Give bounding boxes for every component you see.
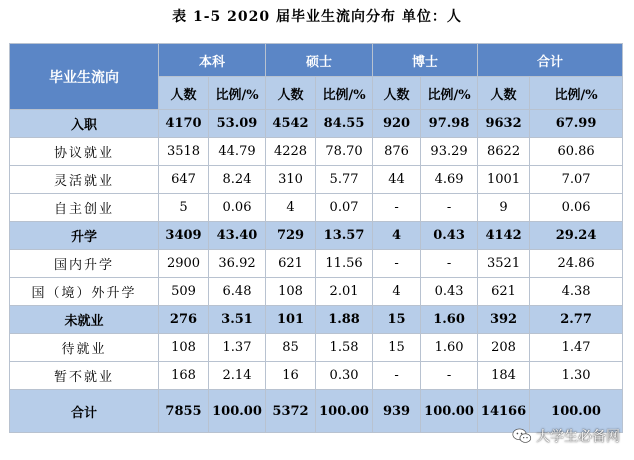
ratio-cell: 0.30 [316,362,373,390]
count-cell: - [373,362,421,390]
corner-header: 毕业生流向 [10,44,159,110]
subcategory-row [10,194,623,222]
total-cell: 14166 [478,390,530,433]
ratio-cell: 84.55 [316,110,373,138]
ratio-cell: 93.29 [421,138,478,166]
table-caption: 表 1-5 2020 届毕业生流向分布 单位：人 [172,9,462,25]
sub-header-count: 人数 [373,77,421,110]
subcategory-row [10,334,623,362]
sub-header-ratio: 比例/% [316,77,373,110]
count-cell: 4142 [478,222,530,250]
count-cell: 208 [478,334,530,362]
total-cell: 939 [373,390,421,433]
count-cell: 4170 [159,110,209,138]
ratio-cell: 44.79 [209,138,266,166]
category-row [10,110,623,138]
count-cell: - [373,250,421,278]
count-cell: 3409 [159,222,209,250]
count-cell: 9 [478,194,530,222]
sub-header-ratio: 比例/% [209,77,266,110]
row-label: 升学 [10,222,159,250]
count-cell: 276 [159,306,209,334]
group-header-row [10,44,623,77]
total-cell: 100.00 [421,390,478,433]
ratio-cell: 1.58 [316,334,373,362]
ratio-cell: 97.98 [421,110,478,138]
count-cell: 184 [478,362,530,390]
graduate-destination-table [9,43,623,433]
category-row [10,306,623,334]
row-label: 入职 [10,110,159,138]
subcategory-row [10,250,623,278]
total-cell: 5372 [266,390,316,433]
count-cell: 16 [266,362,316,390]
ratio-cell: 1.60 [421,306,478,334]
total-label: 合计 [10,390,159,433]
total-cell: 100.00 [530,390,623,433]
sub-header-ratio: 比例/% [530,77,623,110]
count-cell: 729 [266,222,316,250]
ratio-cell: 0.07 [316,194,373,222]
sub-header-count: 人数 [478,77,530,110]
row-label: 待就业 [10,334,159,362]
count-cell: 4542 [266,110,316,138]
sub-header-count: 人数 [266,77,316,110]
ratio-cell: - [421,362,478,390]
count-cell: 108 [159,334,209,362]
ratio-cell: - [421,194,478,222]
ratio-cell: 0.06 [209,194,266,222]
count-cell: 876 [373,138,421,166]
count-cell: 621 [478,278,530,306]
count-cell: 310 [266,166,316,194]
count-cell: 5 [159,194,209,222]
ratio-cell: 5.77 [316,166,373,194]
count-cell: 4 [373,222,421,250]
ratio-cell: 2.14 [209,362,266,390]
ratio-cell: 24.86 [530,250,623,278]
watermark-text: 大学生必备网 [536,429,620,445]
total-cell: 7855 [159,390,209,433]
row-label: 暂不就业 [10,362,159,390]
ratio-cell: 11.56 [316,250,373,278]
ratio-cell: 2.01 [316,278,373,306]
row-label: 协议就业 [10,138,159,166]
ratio-cell: 1.60 [421,334,478,362]
ratio-cell: 78.70 [316,138,373,166]
total-cell: 100.00 [209,390,266,433]
group-header-bachelor: 本科 [159,44,266,77]
count-cell: 8622 [478,138,530,166]
count-cell: 15 [373,306,421,334]
count-cell: 621 [266,250,316,278]
count-cell: 3518 [159,138,209,166]
count-cell: 509 [159,278,209,306]
ratio-cell: 1.88 [316,306,373,334]
row-label: 灵活就业 [10,166,159,194]
count-cell: 101 [266,306,316,334]
ratio-cell: 67.99 [530,110,623,138]
table-body [10,110,623,390]
count-cell: 44 [373,166,421,194]
count-cell: 85 [266,334,316,362]
count-cell: 920 [373,110,421,138]
row-label: 自主创业 [10,194,159,222]
ratio-cell: 3.51 [209,306,266,334]
count-cell: 3521 [478,250,530,278]
count-cell: 4 [373,278,421,306]
subcategory-row [10,278,623,306]
ratio-cell: 36.92 [209,250,266,278]
ratio-cell: 2.77 [530,306,623,334]
ratio-cell: 13.57 [316,222,373,250]
subcategory-row [10,362,623,390]
count-cell: 9632 [478,110,530,138]
ratio-cell: 53.09 [209,110,266,138]
count-cell: 15 [373,334,421,362]
watermark [512,426,620,446]
ratio-cell: 6.48 [209,278,266,306]
ratio-cell: 8.24 [209,166,266,194]
row-label: 未就业 [10,306,159,334]
row-label: 国内升学 [10,250,159,278]
ratio-cell: 1.37 [209,334,266,362]
row-label: 国（境）外升学 [10,278,159,306]
ratio-cell: 4.69 [421,166,478,194]
count-cell: 4228 [266,138,316,166]
ratio-cell: 0.43 [421,222,478,250]
count-cell: 392 [478,306,530,334]
count-cell: 1001 [478,166,530,194]
count-cell: 108 [266,278,316,306]
total-cell: 100.00 [316,390,373,433]
group-header-doctor: 博士 [373,44,478,77]
wechat-icon [512,427,532,445]
ratio-cell: 43.40 [209,222,266,250]
count-cell: 647 [159,166,209,194]
category-row [10,222,623,250]
ratio-cell: 0.43 [421,278,478,306]
ratio-cell: 0.06 [530,194,623,222]
subcategory-row [10,138,623,166]
ratio-cell: 60.86 [530,138,623,166]
subcategory-row [10,166,623,194]
count-cell: - [373,194,421,222]
group-header-total: 合计 [478,44,623,77]
count-cell: 4 [266,194,316,222]
group-header-master: 硕士 [266,44,373,77]
count-cell: 2900 [159,250,209,278]
ratio-cell: 1.47 [530,334,623,362]
count-cell: 168 [159,362,209,390]
sub-header-ratio: 比例/% [421,77,478,110]
ratio-cell: - [421,250,478,278]
ratio-cell: 29.24 [530,222,623,250]
ratio-cell: 4.38 [530,278,623,306]
ratio-cell: 1.30 [530,362,623,390]
ratio-cell: 7.07 [530,166,623,194]
sub-header-count: 人数 [159,77,209,110]
